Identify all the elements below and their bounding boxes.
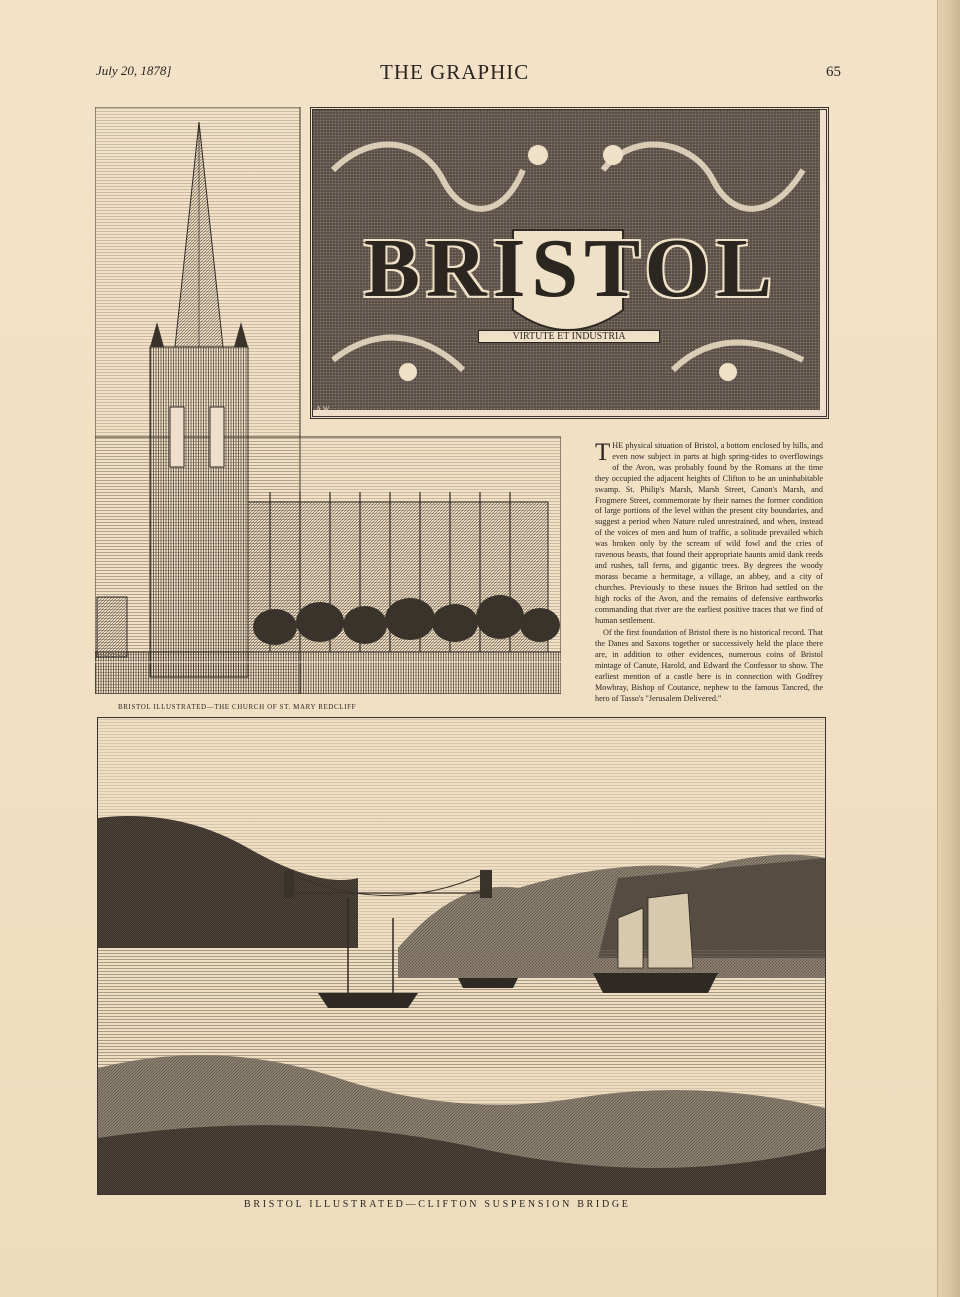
- motto-ribbon: [478, 330, 660, 343]
- masthead-title: THE GRAPHIC: [380, 60, 530, 84]
- motto-right: INDUSTRIA: [571, 331, 626, 342]
- bridge-engraving: [97, 717, 826, 1195]
- motto-mid: ET: [557, 331, 570, 342]
- page-edge: [937, 0, 960, 1297]
- page-number: 65: [826, 64, 841, 80]
- clifton-bridge-illustration: [98, 718, 825, 1194]
- bridge-caption: BRISTOL ILLUSTRATED—CLIFTON SUSPENSION BRIDGE: [244, 1199, 631, 1210]
- bristol-title-banner: [310, 107, 829, 419]
- article-paragraph-1: THE physical situation of Bristol, a bottom enclosed by hills, and even now subject in parts at high spring-tides to overflowings of the Avon, was probably found by the Romans at the time they occupied the adjacent heights of Clifton to be an uninhabitable swamp. St. Philip's Marsh, Marsh Street, Canon's Marsh, and Frogmere Street, commemorate by their names the former condition of large portions of the level within the present city boundaries, and suggest a period when Nature ruled unrestrained, and when, instead of the voices of men and hum of traffic, a solitude prevailed which was broken only by the scream of wild fowl and the cries of ravenous beasts, that found their appropriate haunts amid dank reeds and rushes, tall ferns, and gigantic trees. By degrees the woody morass became a hermitage, a village, an abbey, and a city of churches. Previously to these issues the Briton had settled on the high rocks of the Avon, and the remains of defensive earthworks commanding that river are the earliest positive traces that we find of human settlement.: [595, 439, 823, 625]
- church-caption: BRISTOL ILLUSTRATED—THE CHURCH OF ST. MARY REDCLIFF: [118, 703, 357, 711]
- banner-title: BRISTOL: [364, 222, 778, 315]
- article-paragraph-2: Of the first foundation of Bristol there is no historical record. That the Danes and Saxons together or successively held the place there are, in addition to other evidences, numerous coins of Bristol mintage of Canute, Harold, and Edward the Confessor to show. The earliest mention of a castle here is in connection with Godfrey Mowbray, Bishop of Coutance, nephew to the famous Tancred, the hero of Tasso's "Jerusalem Delivered.": [595, 628, 823, 703]
- issue-date: July 20, 1878]: [96, 63, 172, 78]
- article-body: [595, 441, 823, 705]
- motto-left: VIRTUTE: [512, 331, 555, 342]
- engraver-signature: A.W.: [316, 405, 331, 413]
